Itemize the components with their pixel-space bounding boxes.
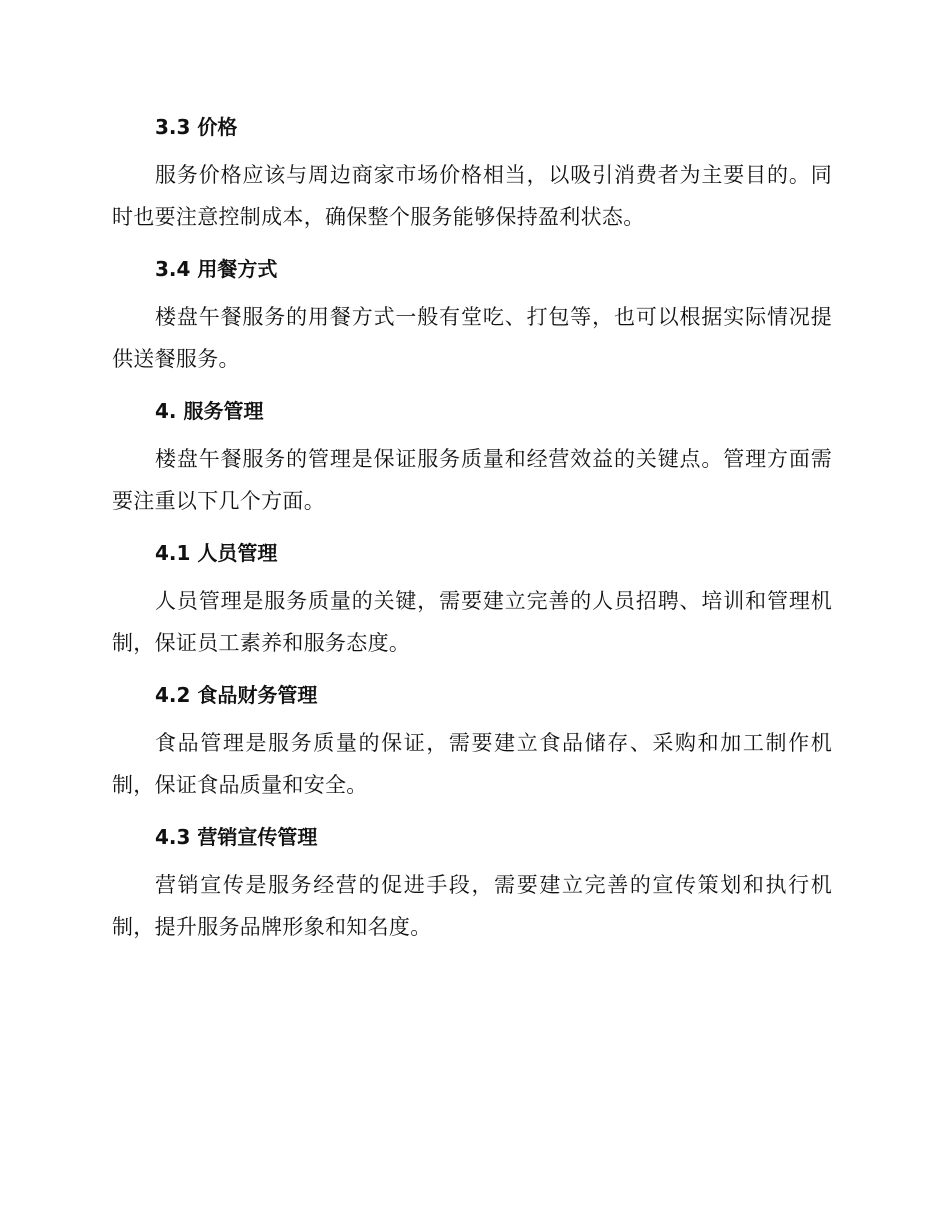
- section-heading: 4.2 食品财务管理: [155, 683, 318, 707]
- section-heading: 4.3 营销宣传管理: [155, 825, 318, 849]
- section-4-1: [112, 532, 832, 664]
- document-body: [112, 106, 832, 958]
- section-heading: 4.1 人员管理: [155, 541, 278, 565]
- section-3-4: [112, 248, 832, 380]
- section-paragraph: 服务价格应该与周边商家市场价格相当，以吸引消费者为主要目的。同时也要注意控制成本，确保整个服务能够保持盈利状态。: [112, 163, 832, 229]
- section-4-3: [112, 816, 832, 948]
- section-paragraph: 食品管理是服务质量的保证，需要建立食品储存、采购和加工制作机制，保证食品质量和安全。: [112, 731, 832, 797]
- section-paragraph: 营销宣传是服务经营的促进手段，需要建立完善的宣传策划和执行机制，提升服务品牌形象和知名度。: [112, 873, 832, 939]
- section-heading: 3.3 价格: [155, 115, 238, 139]
- section-paragraph: 人员管理是服务质量的关键，需要建立完善的人员招聘、培训和管理机制，保证员工素养和服务态度。: [112, 589, 832, 655]
- section-paragraph: 楼盘午餐服务的管理是保证服务质量和经营效益的关键点。管理方面需要注重以下几个方面。: [112, 447, 832, 513]
- section-heading: 3.4 用餐方式: [155, 257, 278, 281]
- section-paragraph: 楼盘午餐服务的用餐方式一般有堂吃、打包等，也可以根据实际情况提供送餐服务。: [112, 305, 832, 371]
- section-4-2: [112, 674, 832, 806]
- section-heading: 4. 服务管理: [155, 399, 264, 423]
- section-3-3: [112, 106, 832, 238]
- section-4: [112, 390, 832, 522]
